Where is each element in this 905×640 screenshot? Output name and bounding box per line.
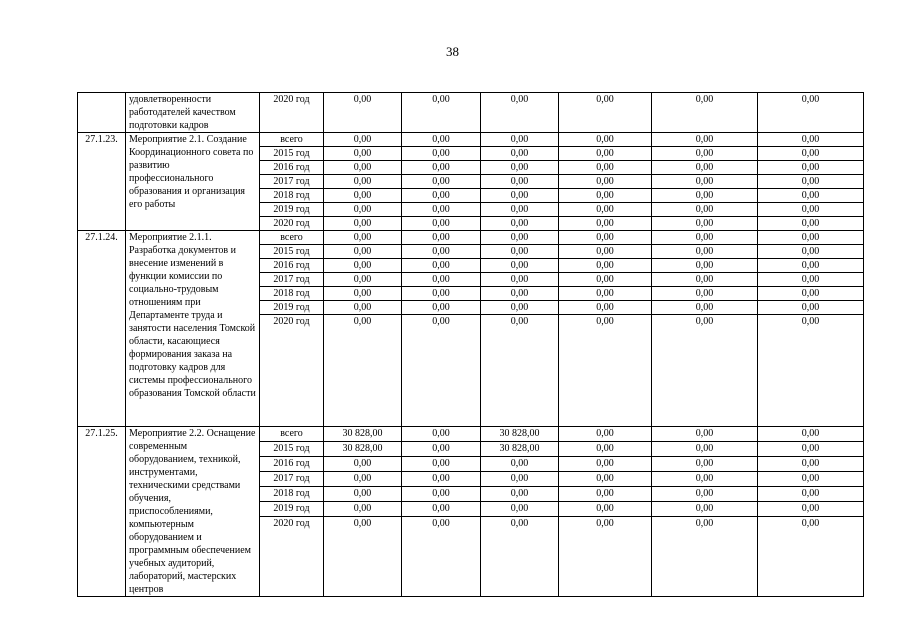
other-cell: 0,00: [758, 147, 864, 161]
other-cell: 0,00: [758, 502, 864, 517]
other-cell: 0,00: [758, 161, 864, 175]
total-cell: 0,00: [324, 301, 402, 315]
regional-cell: 0,00: [481, 231, 559, 245]
other-cell: 0,00: [758, 231, 864, 245]
regional-cell: 0,00: [481, 259, 559, 273]
regional-cell: 0,00: [481, 517, 559, 597]
local-cell: 0,00: [559, 442, 652, 457]
year-cell: 2020 год: [260, 93, 324, 133]
table-row: [78, 133, 864, 147]
regional-cell: 0,00: [481, 457, 559, 472]
federal-cell: 0,00: [402, 259, 481, 273]
total-cell: 0,00: [324, 133, 402, 147]
other-cell: 0,00: [758, 457, 864, 472]
year-cell: 2018 год: [260, 487, 324, 502]
nonbudget-cell: 0,00: [652, 217, 758, 231]
regional-cell: 0,00: [481, 315, 559, 427]
budget-table: [77, 92, 864, 597]
total-cell: 0,00: [324, 517, 402, 597]
federal-cell: 0,00: [402, 273, 481, 287]
other-cell: 0,00: [758, 203, 864, 217]
regional-cell: 30 828,00: [481, 442, 559, 457]
total-cell: 30 828,00: [324, 442, 402, 457]
federal-cell: 0,00: [402, 203, 481, 217]
nonbudget-cell: 0,00: [652, 315, 758, 427]
total-cell: 0,00: [324, 175, 402, 189]
federal-cell: 0,00: [402, 133, 481, 147]
local-cell: 0,00: [559, 502, 652, 517]
other-cell: 0,00: [758, 442, 864, 457]
nonbudget-cell: 0,00: [652, 147, 758, 161]
local-cell: 0,00: [559, 259, 652, 273]
local-cell: 0,00: [559, 147, 652, 161]
federal-cell: 0,00: [402, 457, 481, 472]
federal-cell: 0,00: [402, 175, 481, 189]
regional-cell: 0,00: [481, 147, 559, 161]
total-cell: 0,00: [324, 203, 402, 217]
total-cell: 0,00: [324, 502, 402, 517]
regional-cell: 30 828,00: [481, 427, 559, 442]
federal-cell: 0,00: [402, 231, 481, 245]
year-cell: 2016 год: [260, 457, 324, 472]
nonbudget-cell: 0,00: [652, 203, 758, 217]
nonbudget-cell: 0,00: [652, 502, 758, 517]
federal-cell: 0,00: [402, 217, 481, 231]
total-cell: 0,00: [324, 93, 402, 133]
regional-cell: 0,00: [481, 161, 559, 175]
table-row: [78, 427, 864, 442]
other-cell: 0,00: [758, 287, 864, 301]
year-cell: всего: [260, 427, 324, 442]
table-row: [78, 231, 864, 245]
nonbudget-cell: 0,00: [652, 442, 758, 457]
federal-cell: 0,00: [402, 472, 481, 487]
total-cell: 0,00: [324, 147, 402, 161]
year-cell: 2016 год: [260, 161, 324, 175]
federal-cell: 0,00: [402, 502, 481, 517]
year-cell: 2020 год: [260, 315, 324, 427]
federal-cell: 0,00: [402, 287, 481, 301]
activity-description: удовлетворенности работодателей качеством подготовки кадров: [126, 93, 260, 133]
total-cell: 0,00: [324, 273, 402, 287]
federal-cell: 0,00: [402, 487, 481, 502]
year-cell: 2016 год: [260, 259, 324, 273]
local-cell: 0,00: [559, 315, 652, 427]
nonbudget-cell: 0,00: [652, 301, 758, 315]
federal-cell: 0,00: [402, 147, 481, 161]
row-number-cell: [78, 93, 126, 133]
regional-cell: 0,00: [481, 133, 559, 147]
year-cell: 2020 год: [260, 517, 324, 597]
nonbudget-cell: 0,00: [652, 487, 758, 502]
local-cell: 0,00: [559, 472, 652, 487]
other-cell: 0,00: [758, 487, 864, 502]
regional-cell: 0,00: [481, 93, 559, 133]
regional-cell: 0,00: [481, 189, 559, 203]
other-cell: 0,00: [758, 245, 864, 259]
total-cell: 0,00: [324, 287, 402, 301]
other-cell: 0,00: [758, 427, 864, 442]
regional-cell: 0,00: [481, 273, 559, 287]
year-cell: 2018 год: [260, 287, 324, 301]
nonbudget-cell: 0,00: [652, 457, 758, 472]
year-cell: 2019 год: [260, 203, 324, 217]
regional-cell: 0,00: [481, 175, 559, 189]
federal-cell: 0,00: [402, 442, 481, 457]
activity-description: Мероприятие 2.1.1. Разработка документов и внесение изменений в функции комиссии по социально-трудовым отношениям при Департаменте труда и занятости населения Томской области, касающиеся формирования заказа на подготовку кадров для системы профессионального образования Томской области: [126, 231, 260, 427]
nonbudget-cell: 0,00: [652, 93, 758, 133]
other-cell: 0,00: [758, 301, 864, 315]
regional-cell: 0,00: [481, 502, 559, 517]
local-cell: 0,00: [559, 161, 652, 175]
local-cell: 0,00: [559, 245, 652, 259]
local-cell: 0,00: [559, 133, 652, 147]
activity-description: Мероприятие 2.1. Создание Координационного совета по развитию профессионального образования и организация его работы: [126, 133, 260, 231]
local-cell: 0,00: [559, 301, 652, 315]
year-cell: 2015 год: [260, 245, 324, 259]
total-cell: 0,00: [324, 259, 402, 273]
nonbudget-cell: 0,00: [652, 472, 758, 487]
total-cell: 0,00: [324, 217, 402, 231]
nonbudget-cell: 0,00: [652, 517, 758, 597]
other-cell: 0,00: [758, 93, 864, 133]
other-cell: 0,00: [758, 189, 864, 203]
row-number: 27.1.25.: [78, 427, 126, 597]
year-cell: 2020 год: [260, 217, 324, 231]
year-cell: 2015 год: [260, 442, 324, 457]
local-cell: 0,00: [559, 93, 652, 133]
total-cell: 0,00: [324, 472, 402, 487]
nonbudget-cell: 0,00: [652, 427, 758, 442]
nonbudget-cell: 0,00: [652, 133, 758, 147]
regional-cell: 0,00: [481, 472, 559, 487]
nonbudget-cell: 0,00: [652, 189, 758, 203]
total-cell: 0,00: [324, 189, 402, 203]
other-cell: 0,00: [758, 315, 864, 427]
local-cell: 0,00: [559, 273, 652, 287]
total-cell: 0,00: [324, 315, 402, 427]
year-cell: 2017 год: [260, 175, 324, 189]
other-cell: 0,00: [758, 273, 864, 287]
federal-cell: 0,00: [402, 245, 481, 259]
nonbudget-cell: 0,00: [652, 259, 758, 273]
activity-description: Мероприятие 2.2. Оснащение современным оборудованием, техникой, инструментами, техническими средствами обучения, приспособлениями, компьютерным оборудованием и программным обеспечением учебных аудиторий, лабораторий, мастерских центров: [126, 427, 260, 597]
nonbudget-cell: 0,00: [652, 287, 758, 301]
local-cell: 0,00: [559, 427, 652, 442]
year-cell: 2017 год: [260, 273, 324, 287]
year-cell: 2015 год: [260, 147, 324, 161]
year-cell: 2017 год: [260, 472, 324, 487]
local-cell: 0,00: [559, 203, 652, 217]
year-cell: 2019 год: [260, 301, 324, 315]
local-cell: 0,00: [559, 517, 652, 597]
federal-cell: 0,00: [402, 93, 481, 133]
regional-cell: 0,00: [481, 287, 559, 301]
regional-cell: 0,00: [481, 203, 559, 217]
total-cell: 0,00: [324, 161, 402, 175]
federal-cell: 0,00: [402, 301, 481, 315]
other-cell: 0,00: [758, 217, 864, 231]
nonbudget-cell: 0,00: [652, 161, 758, 175]
total-cell: 0,00: [324, 245, 402, 259]
other-cell: 0,00: [758, 133, 864, 147]
total-cell: 0,00: [324, 487, 402, 502]
regional-cell: 0,00: [481, 217, 559, 231]
other-cell: 0,00: [758, 259, 864, 273]
nonbudget-cell: 0,00: [652, 273, 758, 287]
regional-cell: 0,00: [481, 301, 559, 315]
regional-cell: 0,00: [481, 487, 559, 502]
nonbudget-cell: 0,00: [652, 245, 758, 259]
federal-cell: 0,00: [402, 161, 481, 175]
year-cell: 2019 год: [260, 502, 324, 517]
federal-cell: 0,00: [402, 517, 481, 597]
federal-cell: 0,00: [402, 427, 481, 442]
year-cell: всего: [260, 133, 324, 147]
regional-cell: 0,00: [481, 245, 559, 259]
row-number: 27.1.23.: [78, 133, 126, 231]
local-cell: 0,00: [559, 287, 652, 301]
federal-cell: 0,00: [402, 189, 481, 203]
total-cell: 0,00: [324, 457, 402, 472]
year-cell: 2018 год: [260, 189, 324, 203]
other-cell: 0,00: [758, 175, 864, 189]
local-cell: 0,00: [559, 189, 652, 203]
other-cell: 0,00: [758, 472, 864, 487]
local-cell: 0,00: [559, 457, 652, 472]
row-number: 27.1.24.: [78, 231, 126, 427]
total-cell: 0,00: [324, 231, 402, 245]
total-cell: 30 828,00: [324, 427, 402, 442]
local-cell: 0,00: [559, 175, 652, 189]
other-cell: 0,00: [758, 517, 864, 597]
nonbudget-cell: 0,00: [652, 175, 758, 189]
page-number: 38: [446, 44, 459, 59]
local-cell: 0,00: [559, 217, 652, 231]
nonbudget-cell: 0,00: [652, 231, 758, 245]
table-row: [78, 93, 864, 133]
local-cell: 0,00: [559, 487, 652, 502]
local-cell: 0,00: [559, 231, 652, 245]
year-cell: всего: [260, 231, 324, 245]
federal-cell: 0,00: [402, 315, 481, 427]
